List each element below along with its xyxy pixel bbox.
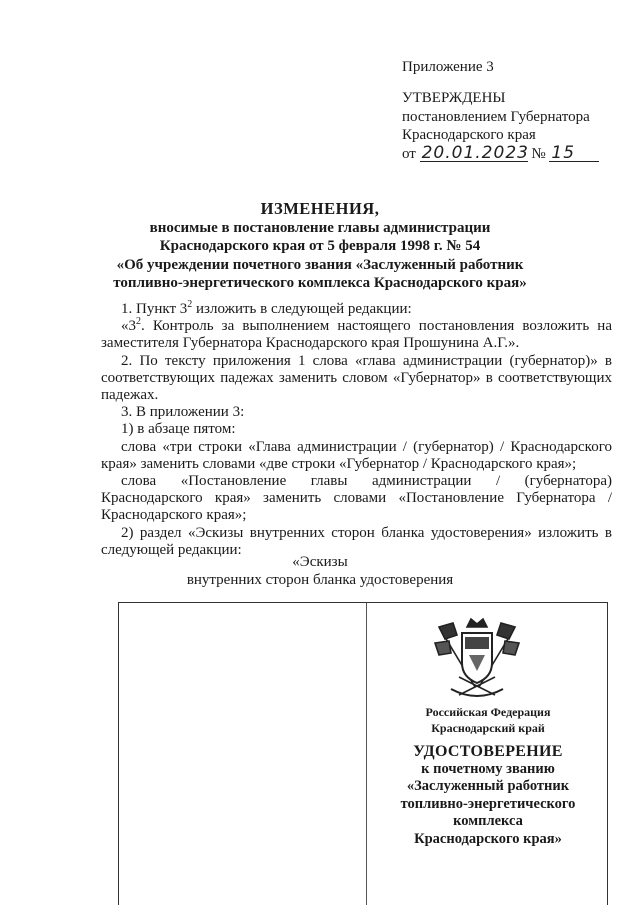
approved-label: УТВЕРЖДЕНЫ <box>402 90 506 106</box>
heading-line: вносимые в постановление главы администрации <box>149 219 491 236</box>
paragraph-1: 1. Пункт $3^2$ изложить в следующей редакции: <box>121 299 412 317</box>
card-certificate-title <box>367 743 609 848</box>
paragraph-3: 2. По тексту приложения 1 слова «глава администрации (губернатор)» в соответствующих падежах заменить словом «Губернатор» в соответствующих падежах. <box>101 352 612 404</box>
sketch-heading <box>90 553 550 589</box>
paragraph-6: слова «три строки «Глава администрации / (губернатор) / Краснодарского края» заменить словами «две строки «Губернатор / Краснодарского края»; <box>101 438 612 472</box>
card-line: «Заслуженный работник <box>406 778 570 794</box>
approval-number: 15 <box>549 145 599 162</box>
card-region: Краснодарский край <box>431 720 545 735</box>
card-line: топливно-энергетического <box>400 795 576 812</box>
card-line: Краснодарского края» <box>414 830 562 847</box>
appendix-label: Приложение 3 <box>402 59 494 75</box>
coat-of-arms-icon <box>429 617 525 703</box>
card-line: к почетному званию <box>421 760 555 777</box>
card-header <box>367 705 609 736</box>
paragraph-2: «$3^2$. Контроль за выполнением настоящего постановления возложить на заместителя Губернатора Краснодарского края Прошунина А.Г.». <box>101 316 612 352</box>
paragraph-5: 1) в абзаце пятом: <box>121 421 236 438</box>
approval-date: 20.01.2023 <box>421 142 529 163</box>
document-heading <box>90 200 550 293</box>
certificate-sketch <box>118 602 608 905</box>
approval-block <box>402 89 599 163</box>
from-label: от <box>402 145 416 162</box>
approved-region-line: Краснодарского края <box>402 127 536 143</box>
card-line: комплекса <box>453 813 523 829</box>
heading-title: ИЗМЕНЕНИЯ, <box>260 199 380 218</box>
heading-line: Краснодарского края от 5 февраля 1998 г. № 54 <box>159 238 481 254</box>
document-body <box>101 301 612 559</box>
heading-line: «Об учреждении почетного звания «Заслуженный работник <box>116 256 524 273</box>
sketch-line: внутренних сторон бланка удостоверения <box>186 572 454 588</box>
heading-line: топливно-энергетического комплекса Краснодарского края» <box>113 275 527 291</box>
card-country: Российская Федерация <box>425 705 551 719</box>
paragraph-4: 3. В приложении 3: <box>121 404 245 421</box>
approval-date-line <box>402 142 599 164</box>
paragraph-8: 2) раздел «Эскизы внутренних сторон бланка удостоверения» изложить в следующей редакции: <box>101 524 612 558</box>
approved-by-line: постановлением Губернатора <box>402 108 590 125</box>
paragraph-7: слова «Постановление главы администрации / (губернатора) Краснодарского края» заменить словами «Постановление Губернатора / Краснодарского края»; <box>101 473 612 524</box>
sketch-line: «Эскизы <box>292 554 348 570</box>
number-label: № <box>531 145 546 162</box>
card-doc-title: УДОСТОВЕРЕНИЕ <box>413 743 563 760</box>
